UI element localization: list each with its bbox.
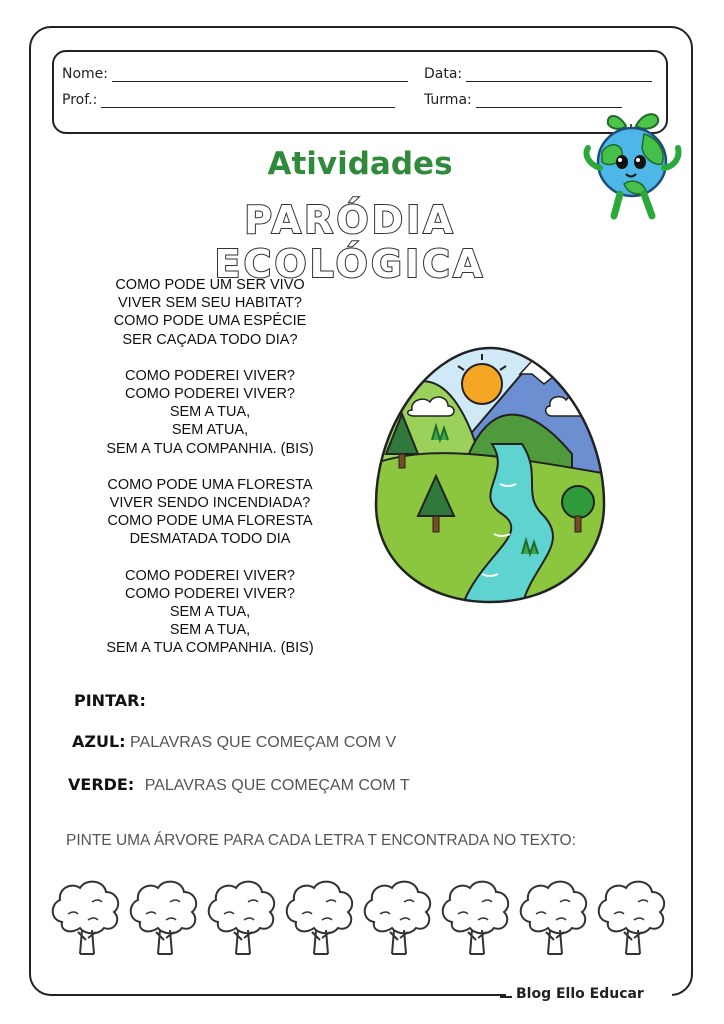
class-label: Turma: xyxy=(424,92,472,108)
footer-credit: Blog Ello Educar xyxy=(516,986,644,1002)
poem-line: SEM A TUA COMPANHIA. (BIS) xyxy=(106,640,314,657)
poem-line: SEM ATUA, xyxy=(171,422,249,439)
tree-outline-icon[interactable] xyxy=(282,874,356,960)
footer-line xyxy=(500,996,512,998)
tree-outline-icon[interactable] xyxy=(594,874,668,960)
earth-mascot-icon xyxy=(578,104,686,224)
poem-line: COMO PODE UMA FLORESTA xyxy=(107,476,313,493)
poem-line: COMO PODEREI VIVER? xyxy=(124,567,295,584)
verde-text: PALAVRAS QUE COMEÇAM COM T xyxy=(144,777,410,794)
poem-line: COMO PODE UMA FLORESTA xyxy=(107,513,313,530)
poem-line: VIVER SEM SEU HABITAT? xyxy=(118,295,302,312)
date-field[interactable] xyxy=(424,66,652,82)
pintar-label: PINTAR: xyxy=(74,691,146,710)
page-title: Atividades xyxy=(267,146,453,182)
azul-text: PALAVRAS QUE COMEÇAM COM V xyxy=(130,734,397,751)
prof-label: Prof.: xyxy=(62,92,98,108)
prof-field[interactable] xyxy=(62,92,395,108)
tree-outline-icon[interactable] xyxy=(126,874,200,960)
poem-line: DESMATADA TODO DIA xyxy=(129,531,291,548)
poem-line: COMO PODEREI VIVER? xyxy=(124,386,295,403)
tree-outline-icon[interactable] xyxy=(438,874,512,960)
prof-line[interactable] xyxy=(101,95,395,108)
tree-outline-icon[interactable] xyxy=(204,874,278,960)
poem-line: COMO PODE UM SER VIVO xyxy=(115,277,305,293)
name-field[interactable] xyxy=(62,66,408,82)
poem-line: COMO PODEREI VIVER? xyxy=(124,367,295,384)
date-label: Data: xyxy=(424,66,463,82)
poem-stanza-1 xyxy=(70,276,350,349)
pintar-heading xyxy=(74,691,146,711)
page-subtitle: PARÓDIA ECOLÓGICA xyxy=(214,198,486,286)
poem-line: VIVER SENDO INCENDIADA? xyxy=(109,495,311,512)
azul-instruction xyxy=(72,732,396,752)
poem-line: SEM A TUA, xyxy=(169,622,251,639)
date-line[interactable] xyxy=(466,69,652,82)
poem xyxy=(70,276,350,676)
poem-stanza-4 xyxy=(70,567,350,658)
name-line[interactable] xyxy=(112,69,408,82)
azul-label: AZUL: xyxy=(72,732,126,751)
verde-instruction xyxy=(68,775,410,795)
tree-outline-icon[interactable] xyxy=(48,874,122,960)
tree-row xyxy=(48,874,668,960)
tree-outline-icon[interactable] xyxy=(516,874,590,960)
poem-line: SEM A TUA, xyxy=(169,404,251,421)
tree-outline-icon[interactable] xyxy=(360,874,434,960)
landscape-illustration xyxy=(372,344,608,606)
poem-stanza-2 xyxy=(70,367,350,458)
poem-stanza-3 xyxy=(70,476,350,549)
poem-line: SER CAÇADA TODO DIA? xyxy=(122,331,298,348)
name-label: Nome: xyxy=(62,66,109,82)
poem-line: SEM A TUA COMPANHIA. (BIS) xyxy=(106,440,314,457)
poem-line: SEM A TUA, xyxy=(169,604,251,621)
poem-line: COMO PODEREI VIVER? xyxy=(124,585,295,602)
tree-prompt: PINTE UMA ÁRVORE PARA CADA LETRA T ENCONTRADA NO TEXTO: xyxy=(66,832,576,849)
poem-line: COMO PODE UMA ESPÉCIE xyxy=(113,313,307,330)
verde-label: VERDE: xyxy=(68,775,135,794)
